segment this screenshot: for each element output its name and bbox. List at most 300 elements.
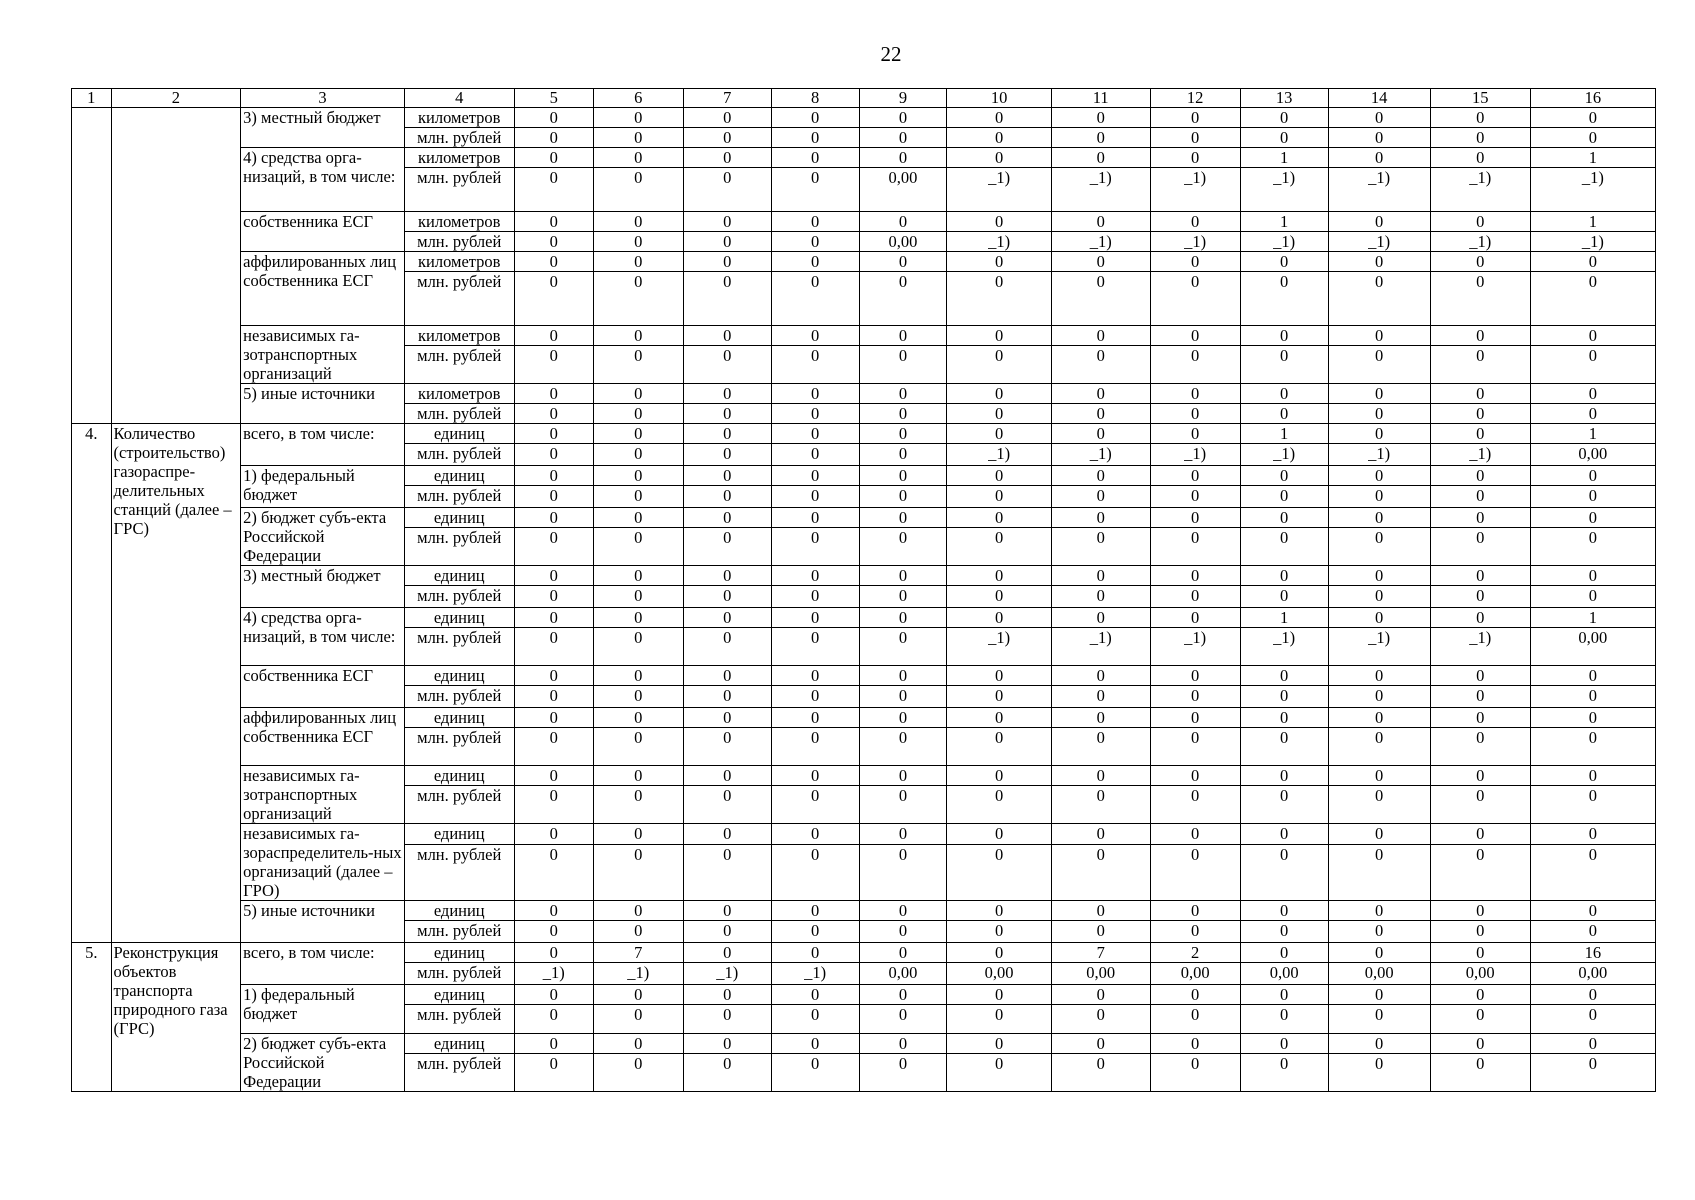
- value-cell: 0: [514, 528, 593, 566]
- value-cell: 0: [683, 326, 771, 346]
- unit-cell: единиц: [404, 566, 514, 586]
- value-cell: 0: [1328, 486, 1430, 508]
- value-cell: 0: [1051, 1054, 1150, 1092]
- value-cell: 0: [1430, 148, 1530, 168]
- value-cell: 0: [771, 384, 859, 404]
- header-row: [72, 89, 1656, 108]
- value-cell: 0: [859, 252, 947, 272]
- value-cell: 0: [514, 252, 593, 272]
- value-cell: 0: [514, 628, 593, 666]
- value-cell: 0: [771, 728, 859, 766]
- value-cell: 0: [771, 666, 859, 686]
- header-cell: 4: [404, 89, 514, 108]
- value-cell: 0: [683, 708, 771, 728]
- value-cell: 0: [683, 901, 771, 921]
- value-cell: 0: [771, 1054, 859, 1092]
- value-cell: 0: [683, 921, 771, 943]
- indicator-name: [111, 108, 241, 424]
- value-cell: 0: [771, 232, 859, 252]
- value-cell: 0: [1328, 108, 1430, 128]
- value-cell: 0: [1051, 384, 1150, 404]
- value-cell: 0: [771, 786, 859, 824]
- value-cell: 0: [1240, 404, 1328, 424]
- value-cell: 0: [1051, 148, 1150, 168]
- unit-cell: единиц: [404, 608, 514, 628]
- value-cell: 0: [514, 148, 593, 168]
- value-cell: 0: [947, 384, 1051, 404]
- value-cell: 0: [859, 921, 947, 943]
- value-cell: 0: [1240, 943, 1328, 963]
- value-cell: _1): [947, 628, 1051, 666]
- value-cell: 0: [1530, 786, 1655, 824]
- value-cell: 0: [1240, 766, 1328, 786]
- value-cell: 0: [514, 901, 593, 921]
- value-cell: 0: [1240, 586, 1328, 608]
- value-cell: _1): [1328, 168, 1430, 212]
- value-cell: 0: [1051, 686, 1150, 708]
- value-cell: 0: [514, 943, 593, 963]
- value-cell: 0: [1430, 128, 1530, 148]
- value-cell: 0: [771, 824, 859, 845]
- value-cell: 0: [859, 766, 947, 786]
- value-cell: 0: [1530, 384, 1655, 404]
- value-cell: 1: [1530, 148, 1655, 168]
- unit-cell: млн. рублей: [404, 168, 514, 212]
- value-cell: 0: [1430, 326, 1530, 346]
- value-cell: 0: [1430, 508, 1530, 528]
- value-cell: 0: [1328, 252, 1430, 272]
- value-cell: 0: [859, 608, 947, 628]
- funding-source: 2) бюджет субъ-екта Российской Федерации: [241, 508, 405, 566]
- unit-cell: единиц: [404, 424, 514, 444]
- unit-cell: единиц: [404, 1034, 514, 1054]
- value-cell: 0: [593, 212, 683, 232]
- value-cell: 0: [1430, 404, 1530, 424]
- value-cell: 0: [683, 728, 771, 766]
- unit-cell: километров: [404, 212, 514, 232]
- value-cell: 0: [1051, 844, 1150, 900]
- value-cell: 0: [1150, 404, 1240, 424]
- unit-cell: километров: [404, 108, 514, 128]
- value-cell: 0: [1530, 566, 1655, 586]
- value-cell: _1): [1240, 444, 1328, 466]
- value-cell: _1): [1051, 444, 1150, 466]
- value-cell: 0: [771, 444, 859, 466]
- unit-cell: млн. рублей: [404, 346, 514, 384]
- section-number: 4.: [72, 424, 112, 943]
- value-cell: 0: [1430, 1005, 1530, 1034]
- value-cell: 0: [1051, 466, 1150, 486]
- value-cell: 0: [514, 666, 593, 686]
- value-cell: 0: [947, 708, 1051, 728]
- value-cell: 0: [1051, 252, 1150, 272]
- table-row: [72, 326, 1656, 346]
- value-cell: _1): [1430, 168, 1530, 212]
- value-cell: 0: [1328, 921, 1430, 943]
- value-cell: 0: [859, 666, 947, 686]
- value-cell: 0: [947, 943, 1051, 963]
- value-cell: 0: [771, 528, 859, 566]
- funding-source: аффилированных лиц собственника ЕСГ: [241, 252, 405, 326]
- value-cell: 0: [771, 586, 859, 608]
- funding-source: независимых га-зотранспортных организаций: [241, 766, 405, 824]
- value-cell: 0: [1150, 666, 1240, 686]
- value-cell: 0: [859, 985, 947, 1005]
- unit-cell: единиц: [404, 943, 514, 963]
- value-cell: 0: [771, 943, 859, 963]
- value-cell: 0: [1328, 608, 1430, 628]
- value-cell: 0: [514, 326, 593, 346]
- value-cell: _1): [1150, 232, 1240, 252]
- funding-source: 4) средства орга-низаций, в том числе:: [241, 148, 405, 212]
- value-cell: 0: [683, 824, 771, 845]
- value-cell: 0: [683, 608, 771, 628]
- value-cell: 0: [1240, 901, 1328, 921]
- unit-cell: единиц: [404, 985, 514, 1005]
- value-cell: 0,00: [1530, 628, 1655, 666]
- value-cell: 0: [859, 346, 947, 384]
- value-cell: _1): [1240, 628, 1328, 666]
- value-cell: 0: [593, 384, 683, 404]
- value-cell: _1): [1430, 628, 1530, 666]
- value-cell: 0: [593, 766, 683, 786]
- funding-source: 3) местный бюджет: [241, 566, 405, 608]
- funding-source: аффилированных лиц собственника ЕСГ: [241, 708, 405, 766]
- unit-cell: млн. рублей: [404, 728, 514, 766]
- unit-cell: млн. рублей: [404, 586, 514, 608]
- value-cell: 0: [683, 528, 771, 566]
- value-cell: 0: [859, 128, 947, 148]
- value-cell: 0: [947, 1054, 1051, 1092]
- value-cell: 0: [1150, 708, 1240, 728]
- table-row: [72, 943, 1656, 963]
- value-cell: 0: [947, 586, 1051, 608]
- value-cell: 0: [1240, 921, 1328, 943]
- value-cell: 0: [593, 824, 683, 845]
- table-row: [72, 985, 1656, 1005]
- unit-cell: километров: [404, 252, 514, 272]
- funding-source: 1) федеральный бюджет: [241, 466, 405, 508]
- value-cell: 0: [593, 728, 683, 766]
- value-cell: 0: [771, 326, 859, 346]
- value-cell: 0: [947, 528, 1051, 566]
- value-cell: 0: [1240, 824, 1328, 845]
- value-cell: 0: [514, 708, 593, 728]
- value-cell: 0: [1430, 424, 1530, 444]
- value-cell: 0: [1430, 824, 1530, 845]
- value-cell: 0: [1530, 921, 1655, 943]
- value-cell: 0: [1430, 466, 1530, 486]
- section-number: [72, 108, 112, 424]
- value-cell: 0: [1530, 108, 1655, 128]
- table-row: [72, 666, 1656, 686]
- value-cell: 0: [1328, 708, 1430, 728]
- value-cell: 0: [947, 566, 1051, 586]
- value-cell: 0: [947, 844, 1051, 900]
- unit-cell: единиц: [404, 766, 514, 786]
- value-cell: 0: [1051, 985, 1150, 1005]
- funding-source: собственника ЕСГ: [241, 666, 405, 708]
- value-cell: 0: [514, 508, 593, 528]
- unit-cell: единиц: [404, 508, 514, 528]
- value-cell: 0: [1150, 508, 1240, 528]
- value-cell: 0: [1150, 566, 1240, 586]
- value-cell: 0: [683, 666, 771, 686]
- value-cell: 0: [683, 1005, 771, 1034]
- value-cell: 0: [1051, 608, 1150, 628]
- header-cell: 14: [1328, 89, 1430, 108]
- table-row: [72, 108, 1656, 128]
- value-cell: 0: [1530, 466, 1655, 486]
- value-cell: 0: [1150, 901, 1240, 921]
- value-cell: 0: [771, 108, 859, 128]
- value-cell: 0: [859, 444, 947, 466]
- value-cell: 1: [1240, 424, 1328, 444]
- value-cell: 0: [1530, 824, 1655, 845]
- value-cell: 0: [1051, 901, 1150, 921]
- value-cell: 0: [859, 326, 947, 346]
- value-cell: 0: [1328, 786, 1430, 824]
- value-cell: 0: [947, 108, 1051, 128]
- value-cell: 0: [947, 1005, 1051, 1034]
- value-cell: 0: [593, 128, 683, 148]
- value-cell: 0: [1430, 943, 1530, 963]
- header-cell: 8: [771, 89, 859, 108]
- value-cell: 0: [1150, 1054, 1240, 1092]
- value-cell: 0: [593, 844, 683, 900]
- value-cell: 0: [947, 148, 1051, 168]
- value-cell: _1): [1430, 444, 1530, 466]
- value-cell: 0: [947, 728, 1051, 766]
- value-cell: 0: [1328, 508, 1430, 528]
- value-cell: 0: [1240, 728, 1328, 766]
- value-cell: 0: [1051, 128, 1150, 148]
- value-cell: 0: [683, 1034, 771, 1054]
- value-cell: _1): [947, 232, 1051, 252]
- header-cell: 16: [1530, 89, 1655, 108]
- value-cell: 0: [683, 844, 771, 900]
- value-cell: 0: [514, 844, 593, 900]
- value-cell: 0: [859, 1034, 947, 1054]
- value-cell: 0: [514, 232, 593, 252]
- value-cell: 0: [1150, 108, 1240, 128]
- value-cell: 0: [1430, 1054, 1530, 1092]
- unit-cell: млн. рублей: [404, 128, 514, 148]
- value-cell: _1): [947, 444, 1051, 466]
- value-cell: 0: [1328, 686, 1430, 708]
- value-cell: 0: [1430, 1034, 1530, 1054]
- value-cell: 0: [683, 1054, 771, 1092]
- value-cell: 0,00: [1150, 963, 1240, 985]
- value-cell: 0: [683, 424, 771, 444]
- value-cell: _1): [1530, 232, 1655, 252]
- value-cell: 0: [1328, 728, 1430, 766]
- value-cell: 0: [771, 404, 859, 424]
- value-cell: 0: [1530, 1054, 1655, 1092]
- unit-cell: млн. рублей: [404, 404, 514, 424]
- unit-cell: километров: [404, 326, 514, 346]
- value-cell: _1): [1150, 444, 1240, 466]
- value-cell: 0: [683, 212, 771, 232]
- value-cell: 0: [1530, 708, 1655, 728]
- value-cell: 0,00: [1530, 444, 1655, 466]
- value-cell: 0: [771, 608, 859, 628]
- value-cell: 0: [1530, 486, 1655, 508]
- value-cell: 0: [947, 921, 1051, 943]
- value-cell: 0: [593, 232, 683, 252]
- value-cell: 0: [947, 666, 1051, 686]
- value-cell: 0,00: [859, 168, 947, 212]
- value-cell: 0: [593, 1054, 683, 1092]
- value-cell: 0: [1240, 1005, 1328, 1034]
- value-cell: 0: [947, 252, 1051, 272]
- value-cell: 0: [1051, 708, 1150, 728]
- value-cell: 0: [683, 686, 771, 708]
- header-cell: 6: [593, 89, 683, 108]
- funding-source: всего, в том числе:: [241, 943, 405, 985]
- value-cell: 0: [1051, 921, 1150, 943]
- value-cell: 0,00: [1430, 963, 1530, 985]
- value-cell: 0: [683, 252, 771, 272]
- funding-source: всего, в том числе:: [241, 424, 405, 466]
- value-cell: 0: [1150, 766, 1240, 786]
- value-cell: 0: [1530, 1034, 1655, 1054]
- value-cell: 0: [514, 586, 593, 608]
- value-cell: 0: [1530, 326, 1655, 346]
- value-cell: 0: [1150, 1034, 1240, 1054]
- value-cell: 0: [1430, 566, 1530, 586]
- value-cell: 0: [947, 404, 1051, 424]
- value-cell: 0: [1530, 766, 1655, 786]
- value-cell: 0: [1240, 466, 1328, 486]
- value-cell: 16: [1530, 943, 1655, 963]
- value-cell: 0: [947, 786, 1051, 824]
- value-cell: 0: [1430, 528, 1530, 566]
- value-cell: 0: [859, 824, 947, 845]
- value-cell: 0: [1150, 985, 1240, 1005]
- header-cell: 9: [859, 89, 947, 108]
- value-cell: 0: [514, 212, 593, 232]
- value-cell: _1): [947, 168, 1051, 212]
- value-cell: 0: [771, 424, 859, 444]
- value-cell: 0: [1328, 766, 1430, 786]
- value-cell: 0: [1051, 424, 1150, 444]
- value-cell: 0: [1150, 466, 1240, 486]
- value-cell: 0: [1328, 1034, 1430, 1054]
- value-cell: 0: [1240, 686, 1328, 708]
- value-cell: 0: [771, 566, 859, 586]
- value-cell: 0: [859, 404, 947, 424]
- value-cell: _1): [1530, 168, 1655, 212]
- value-cell: _1): [514, 963, 593, 985]
- value-cell: 0: [1240, 486, 1328, 508]
- value-cell: 0: [514, 985, 593, 1005]
- value-cell: _1): [1240, 232, 1328, 252]
- value-cell: 0: [1328, 346, 1430, 384]
- unit-cell: млн. рублей: [404, 844, 514, 900]
- value-cell: 0: [593, 444, 683, 466]
- value-cell: 0: [771, 766, 859, 786]
- value-cell: 1: [1530, 212, 1655, 232]
- table-row: [72, 212, 1656, 232]
- value-cell: 0,00: [859, 232, 947, 252]
- value-cell: 0: [771, 168, 859, 212]
- value-cell: 0: [1328, 528, 1430, 566]
- value-cell: 0: [1430, 786, 1530, 824]
- value-cell: 0: [683, 384, 771, 404]
- value-cell: 0: [1240, 566, 1328, 586]
- value-cell: 0: [859, 786, 947, 824]
- unit-cell: млн. рублей: [404, 786, 514, 824]
- value-cell: 0: [1051, 566, 1150, 586]
- value-cell: _1): [1240, 168, 1328, 212]
- value-cell: 0: [859, 528, 947, 566]
- value-cell: 0: [859, 486, 947, 508]
- value-cell: 0: [1150, 212, 1240, 232]
- header-cell: 11: [1051, 89, 1150, 108]
- value-cell: 0: [1051, 1034, 1150, 1054]
- value-cell: 0: [514, 384, 593, 404]
- value-cell: 0: [947, 686, 1051, 708]
- value-cell: 0: [771, 686, 859, 708]
- value-cell: 0: [1328, 566, 1430, 586]
- table-row: [72, 466, 1656, 486]
- value-cell: 0: [1430, 844, 1530, 900]
- value-cell: 0: [1530, 404, 1655, 424]
- value-cell: 0: [1240, 252, 1328, 272]
- value-cell: 0: [683, 766, 771, 786]
- unit-cell: млн. рублей: [404, 686, 514, 708]
- unit-cell: единиц: [404, 824, 514, 845]
- value-cell: 0: [947, 901, 1051, 921]
- indicator-name: Реконструкция объектов транспорта природного газа (ГРС): [111, 943, 241, 1092]
- unit-cell: млн. рублей: [404, 963, 514, 985]
- value-cell: 0: [683, 168, 771, 212]
- funding-source: независимых га-зотранспортных организаций: [241, 326, 405, 384]
- value-cell: 0: [1150, 326, 1240, 346]
- value-cell: 0: [1328, 901, 1430, 921]
- value-cell: 0: [514, 921, 593, 943]
- value-cell: 0: [771, 508, 859, 528]
- value-cell: 0: [683, 628, 771, 666]
- value-cell: 0: [1430, 901, 1530, 921]
- table-row: [72, 608, 1656, 628]
- value-cell: 0: [1430, 346, 1530, 384]
- value-cell: 0: [593, 985, 683, 1005]
- value-cell: 0: [771, 148, 859, 168]
- value-cell: 0: [593, 708, 683, 728]
- value-cell: 0: [514, 108, 593, 128]
- unit-cell: млн. рублей: [404, 628, 514, 666]
- value-cell: 0: [947, 1034, 1051, 1054]
- value-cell: 1: [1240, 608, 1328, 628]
- value-cell: 2: [1150, 943, 1240, 963]
- value-cell: 0: [1328, 128, 1430, 148]
- value-cell: 0: [859, 1054, 947, 1092]
- table-row: [72, 824, 1656, 845]
- funding-source: 5) иные источники: [241, 901, 405, 943]
- value-cell: 0: [1328, 424, 1430, 444]
- table-row: [72, 424, 1656, 444]
- value-cell: 0: [1328, 844, 1430, 900]
- value-cell: 0: [947, 326, 1051, 346]
- unit-cell: километров: [404, 384, 514, 404]
- value-cell: 0: [1328, 272, 1430, 326]
- value-cell: 0,00: [1530, 963, 1655, 985]
- value-cell: 0: [514, 728, 593, 766]
- value-cell: 0: [593, 566, 683, 586]
- value-cell: 0: [947, 985, 1051, 1005]
